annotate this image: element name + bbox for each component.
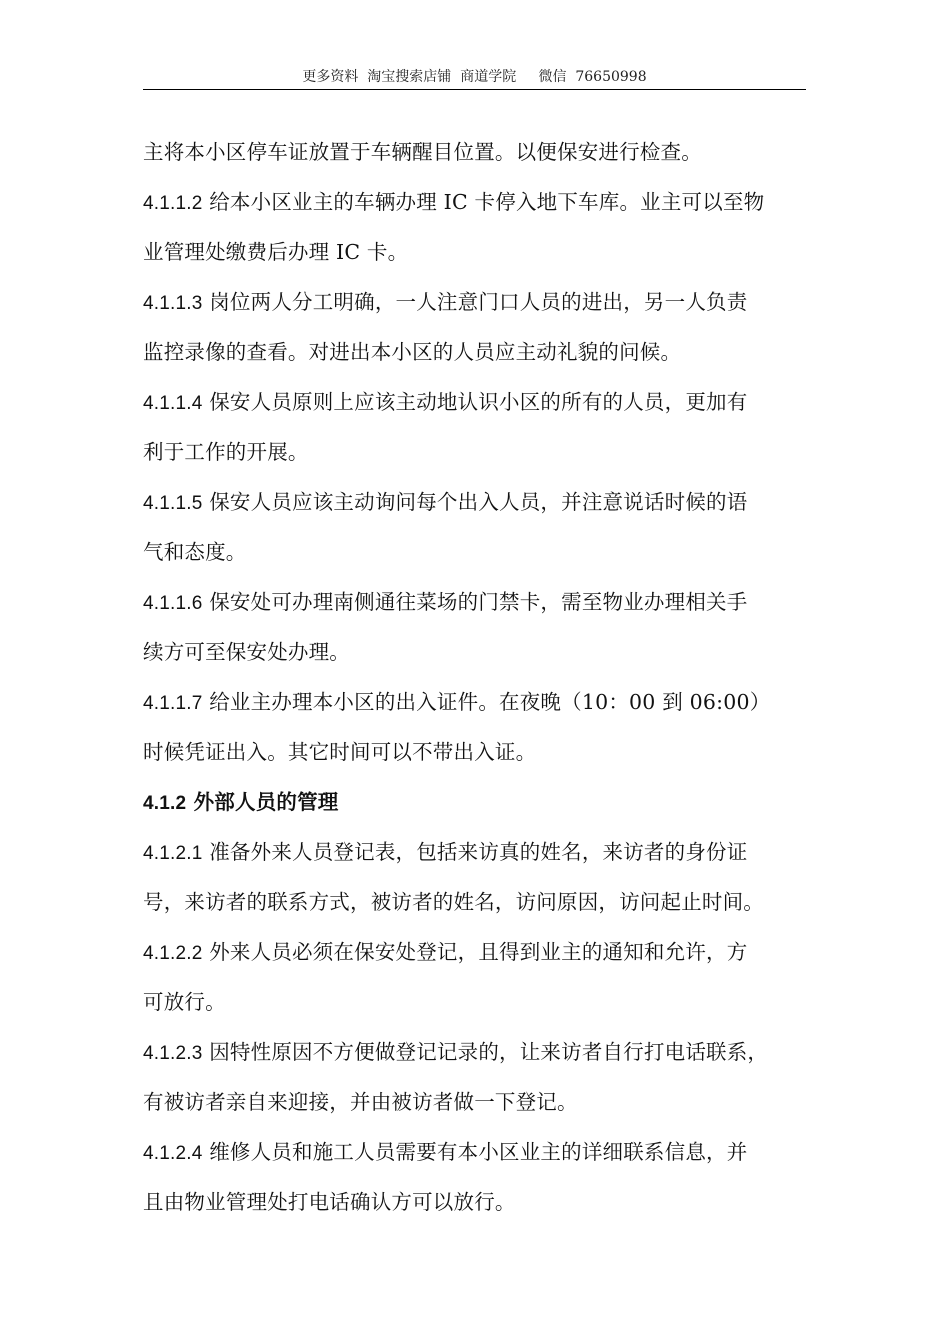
paragraph-line: 有被访者亲自来迎接，并由被访者做一下登记。 (143, 1090, 578, 1114)
paragraph-line: 利于工作的开展。 (143, 440, 309, 464)
paragraph-line: 续方可至保安处办理。 (143, 640, 350, 664)
paragraph-line: 4.1.1.3 岗位两人分工明确，一人注意门口人员的进出，另一人负责 (143, 290, 748, 314)
paragraph-line: 4.1.1.7 给业主办理本小区的出入证件。在夜晚（10：00 到 06:00） (143, 690, 771, 714)
paragraph-line: 4.1.1.4 保安人员原则上应该主动地认识小区的所有的人员，更加有 (143, 390, 748, 414)
paragraph-line: 4.1.1.5 保安人员应该主动询问每个出入人员，并注意说话时候的语 (143, 490, 748, 514)
paragraph-line: 时候凭证出入。其它时间可以不带出入证。 (143, 740, 537, 764)
paragraph-line: 号，来访者的联系方式，被访者的姓名，访问原因，访问起止时间。 (143, 890, 764, 914)
paragraph-line: 可放行。 (143, 990, 226, 1014)
paragraph-line: 4.1.2.4 维修人员和施工人员需要有本小区业主的详细联系信息，并 (143, 1140, 748, 1164)
page-header: 更多资料 淘宝搜索店铺 商道学院 微信 76650998 (143, 67, 806, 90)
paragraph-line: 且由物业管理处打电话确认方可以放行。 (143, 1190, 516, 1214)
paragraph-line: 4.1.1.2 给本小区业主的车辆办理 IC 卡停入地下车库。业主可以至物 (143, 190, 765, 214)
paragraph-line: 业管理处缴费后办理 IC 卡。 (143, 240, 409, 264)
paragraph-line: 4.1.1.6 保安处可办理南侧通往菜场的门禁卡，需至物业办理相关手 (143, 590, 748, 614)
paragraph-line: 4.1.2.1 准备外来人员登记表，包括来访真的姓名，来访者的身份证 (143, 840, 748, 864)
paragraph-line: 4.1.2.3 因特性原因不方便做登记记录的，让来访者自行打电话联系， (143, 1040, 769, 1064)
paragraph-line: 4.1.2.2 外来人员必须在保安处登记，且得到业主的通知和允许，方 (143, 940, 748, 964)
section-heading: 4.1.2 外部人员的管理 (143, 790, 339, 814)
paragraph-line: 主将本小区停车证放置于车辆醒目位置。以便保安进行检查。 (143, 140, 702, 164)
paragraph-line: 监控录像的查看。对进出本小区的人员应主动礼貌的问候。 (143, 340, 682, 364)
paragraph-line: 气和态度。 (143, 540, 247, 564)
document-body (143, 127, 823, 1227)
